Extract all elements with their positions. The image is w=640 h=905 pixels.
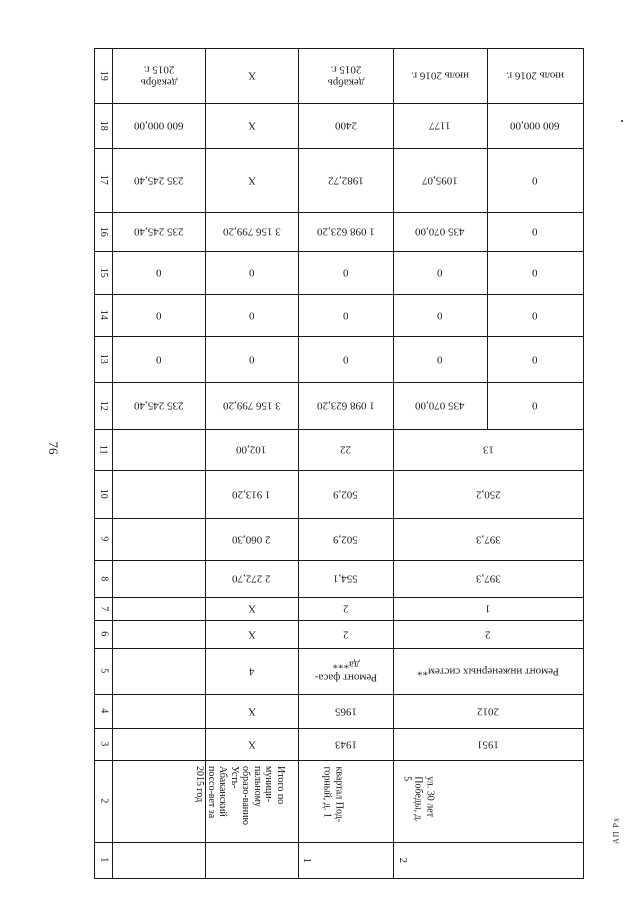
cell-text: 250,2: [475, 488, 501, 501]
column-number-label: 16: [97, 226, 109, 237]
row1-cell-13: [298, 336, 393, 382]
cell-text: 0: [155, 309, 162, 322]
row2-cell-2: [393, 760, 443, 842]
row2-cell-14: [393, 294, 487, 336]
cell-text: 3 156 799,20: [222, 225, 281, 238]
row1-cell-14: [298, 294, 393, 336]
cell-text: декабрь 2015 г.: [140, 63, 177, 89]
row1-cell-1: [298, 842, 316, 878]
row1-cell-11: [298, 429, 393, 470]
cell-text: 0: [532, 174, 538, 187]
row1-cell-17: [298, 148, 393, 212]
row1-cell-4: [298, 694, 393, 728]
column-number-2: [94, 760, 112, 842]
total-cell-2: [194, 760, 298, 842]
row2-cell-13: [393, 336, 487, 382]
column-number-16: [94, 212, 112, 251]
row2-cell-12: [393, 382, 487, 429]
column-number-19: [94, 48, 112, 103]
column-number-6: [94, 620, 112, 648]
cell-text: 235 245,40: [133, 225, 184, 238]
row1-cell-16: [298, 212, 393, 251]
row1-cell-8: [298, 560, 393, 597]
cell-text: 0: [342, 266, 349, 279]
top-cell-13: [112, 336, 205, 382]
column-number-label: 8: [97, 576, 109, 581]
cell-text: X: [247, 628, 256, 641]
row2-cell-16: [393, 212, 487, 251]
cell-text: 0: [532, 353, 538, 366]
column-number-label: 10: [97, 489, 109, 499]
cell-text: 22: [340, 443, 351, 456]
row2-cell-18: [393, 103, 487, 148]
column-number-17: [94, 148, 112, 212]
cell-text: 235 245,40: [133, 174, 184, 187]
top-cell-12: [112, 382, 205, 429]
column-number-11: [94, 429, 112, 470]
cell-text: 1982,72: [327, 174, 364, 187]
cell-text: июль 2016 г.: [411, 69, 469, 82]
top-cell-16: [112, 212, 205, 251]
cell-text: 0: [437, 353, 443, 366]
column-number-5: [94, 648, 112, 694]
cell-text: 13: [482, 443, 494, 456]
row1-cell-3: [298, 728, 393, 760]
row1-cell-9: [298, 518, 393, 560]
row1-cell-19: [298, 48, 393, 103]
column-number-label: 15: [97, 267, 109, 278]
row3-cell-18: [487, 103, 583, 148]
cell-text: 235 245,40: [133, 399, 184, 412]
cell-text: 2: [485, 628, 491, 641]
cell-text: 0: [532, 266, 538, 279]
top-cell-14: [112, 294, 205, 336]
row3-cell-19: [487, 48, 583, 103]
column-number-label: 19: [97, 70, 109, 81]
column-number-label: 14: [97, 310, 109, 320]
table-border-right: [583, 48, 584, 878]
total-cell-15: [205, 251, 298, 294]
cell-text: 0: [248, 353, 255, 366]
column-number-13: [94, 336, 112, 382]
total-cell-11: [205, 429, 298, 470]
row3-cell-17: [487, 148, 583, 212]
cell-text: 0: [248, 266, 255, 279]
cell-text: Ремонт инженерных систем**: [417, 665, 559, 678]
cell-text: 0: [155, 266, 162, 279]
row3-cell-15: [487, 251, 583, 294]
column-number-label: 11: [97, 444, 109, 455]
cell-text: июль 2016 г.: [506, 69, 564, 82]
cell-text: 0: [532, 225, 538, 238]
total-cell-4: [205, 694, 298, 728]
cell-text: 0: [248, 309, 255, 322]
cell-text: 502,9: [333, 488, 358, 501]
row2-cell-6: [393, 620, 583, 648]
cell-text: 0: [342, 309, 349, 322]
cell-text: 2 272,70: [232, 572, 271, 585]
column-number-label: 13: [97, 354, 109, 364]
cell-text: 502,9: [333, 533, 358, 546]
cell-text: ул. 30 лет Победы, д. 5: [401, 776, 436, 822]
cell-text: 3 156 799,20: [222, 399, 281, 412]
row2-cell-5: [393, 648, 583, 694]
row2-cell-11: [393, 429, 583, 470]
cell-text: X: [247, 738, 256, 751]
cell-text: 1965: [334, 705, 357, 718]
row2-cell-8: [393, 560, 583, 597]
cell-text: 1: [301, 857, 314, 863]
row3-cell-16: [487, 212, 583, 251]
column-number-9: [94, 518, 112, 560]
column-number-10: [94, 470, 112, 518]
cell-text: Итого по муници-пальному образо-ванию Усть-Абаканский поссо-вет за 2015 год: [194, 766, 286, 825]
top-cell-15: [112, 251, 205, 294]
row1-cell-15: [298, 251, 393, 294]
column-number-15: [94, 251, 112, 294]
page-number: 76: [46, 441, 61, 455]
row2-cell-7: [393, 597, 583, 620]
column-number-12: [94, 382, 112, 429]
row1-cell-2: [298, 760, 393, 842]
cell-text: квартал Под-горный, д. 1: [322, 766, 345, 822]
row1-cell-18: [298, 103, 393, 148]
total-cell-16: [205, 212, 298, 251]
column-number-label: 1: [97, 857, 109, 863]
cell-text: 2: [397, 857, 410, 863]
cell-text: 1943: [334, 738, 357, 751]
column-number-label: 7: [97, 606, 109, 611]
cell-text: 1 913,20: [232, 488, 271, 501]
row1-cell-10: [298, 470, 393, 518]
top-cell-19: [112, 48, 205, 103]
row2-cell-10: [393, 470, 583, 518]
cell-text: 1177: [429, 119, 451, 132]
row2-cell-9: [393, 518, 583, 560]
cell-text: 1: [485, 602, 491, 615]
cell-text: 600 000,00: [133, 119, 184, 132]
row3-cell-12: [487, 382, 583, 429]
cell-text: 435 070,00: [415, 225, 465, 238]
cell-text: X: [247, 119, 256, 132]
row2-cell-15: [393, 251, 487, 294]
cell-text: X: [247, 705, 256, 718]
cell-text: 2400: [334, 119, 357, 132]
total-cell-9: [205, 518, 298, 560]
row2-cell-1: [393, 842, 413, 878]
total-cell-18: [205, 103, 298, 148]
table-border-bottom: [94, 878, 584, 879]
row1-cell-12: [298, 382, 393, 429]
scan-speck: [621, 120, 623, 122]
total-cell-8: [205, 560, 298, 597]
cell-text: Ремонт фаса-да***: [314, 659, 377, 684]
total-cell-19: [205, 48, 298, 103]
cell-text: 1 098 623,20: [316, 225, 375, 238]
column-number-label: 9: [97, 536, 109, 542]
row2-cell-3: [393, 728, 583, 760]
column-number-7: [94, 597, 112, 620]
total-cell-6: [205, 620, 298, 648]
cell-text: 0: [342, 353, 349, 366]
column-number-8: [94, 560, 112, 597]
cell-text: 600 000,00: [510, 119, 560, 132]
cell-text: 1095,07: [422, 174, 458, 187]
column-number-label: 6: [97, 631, 109, 637]
total-cell-14: [205, 294, 298, 336]
cell-text: 2 060,30: [232, 533, 271, 546]
column-number-label: 4: [97, 708, 109, 714]
cell-text: 0: [155, 353, 162, 366]
cell-text: 0: [437, 309, 443, 322]
cell-text: 435 070,00: [415, 399, 465, 412]
column-number-4: [94, 694, 112, 728]
cell-text: 397,3: [475, 533, 501, 546]
cell-text: 102,00: [236, 443, 267, 456]
column-number-label: 18: [97, 120, 109, 131]
row2-cell-19: [393, 48, 487, 103]
column-number-18: [94, 103, 112, 148]
row3-cell-14: [487, 294, 583, 336]
column-number-label: 3: [97, 741, 109, 747]
column-number-label: 2: [97, 798, 109, 804]
column-number-label: 5: [97, 668, 109, 674]
column-number-3: [94, 728, 112, 760]
top-cell-17: [112, 148, 205, 212]
cell-text: 1 098 623,20: [316, 399, 375, 412]
top-cell-18: [112, 103, 205, 148]
cell-text: 1951: [477, 738, 499, 751]
row1-cell-6: [298, 620, 393, 648]
cell-text: 2: [342, 628, 349, 641]
footer-mark: АП Рх: [611, 817, 621, 845]
total-cell-10: [205, 470, 298, 518]
cell-text: 2: [342, 602, 349, 615]
cell-text: 397,3: [475, 572, 501, 585]
column-number-1: [94, 842, 112, 878]
cell-text: 2012: [477, 705, 499, 718]
cell-text: 554,1: [333, 572, 358, 585]
row1-cell-7: [298, 597, 393, 620]
total-cell-13: [205, 336, 298, 382]
total-cell-7: [205, 597, 298, 620]
cell-text: X: [247, 69, 256, 82]
cell-text: декабрь 2015 г.: [327, 63, 364, 89]
cell-text: 4: [248, 665, 255, 678]
column-divider: [94, 842, 584, 843]
cell-text: 0: [437, 266, 443, 279]
cell-text: X: [247, 174, 256, 187]
total-cell-17: [205, 148, 298, 212]
column-number-label: 17: [97, 175, 109, 185]
total-cell-3: [205, 728, 298, 760]
cell-text: 0: [532, 309, 538, 322]
row2-cell-4: [393, 694, 583, 728]
row3-cell-13: [487, 336, 583, 382]
column-number-14: [94, 294, 112, 336]
row1-cell-5: [298, 648, 393, 694]
cell-text: 0: [532, 399, 538, 412]
column-number-label: 12: [97, 400, 109, 411]
total-cell-12: [205, 382, 298, 429]
row2-cell-17: [393, 148, 487, 212]
total-cell-5: [205, 648, 298, 694]
cell-text: X: [247, 602, 256, 615]
